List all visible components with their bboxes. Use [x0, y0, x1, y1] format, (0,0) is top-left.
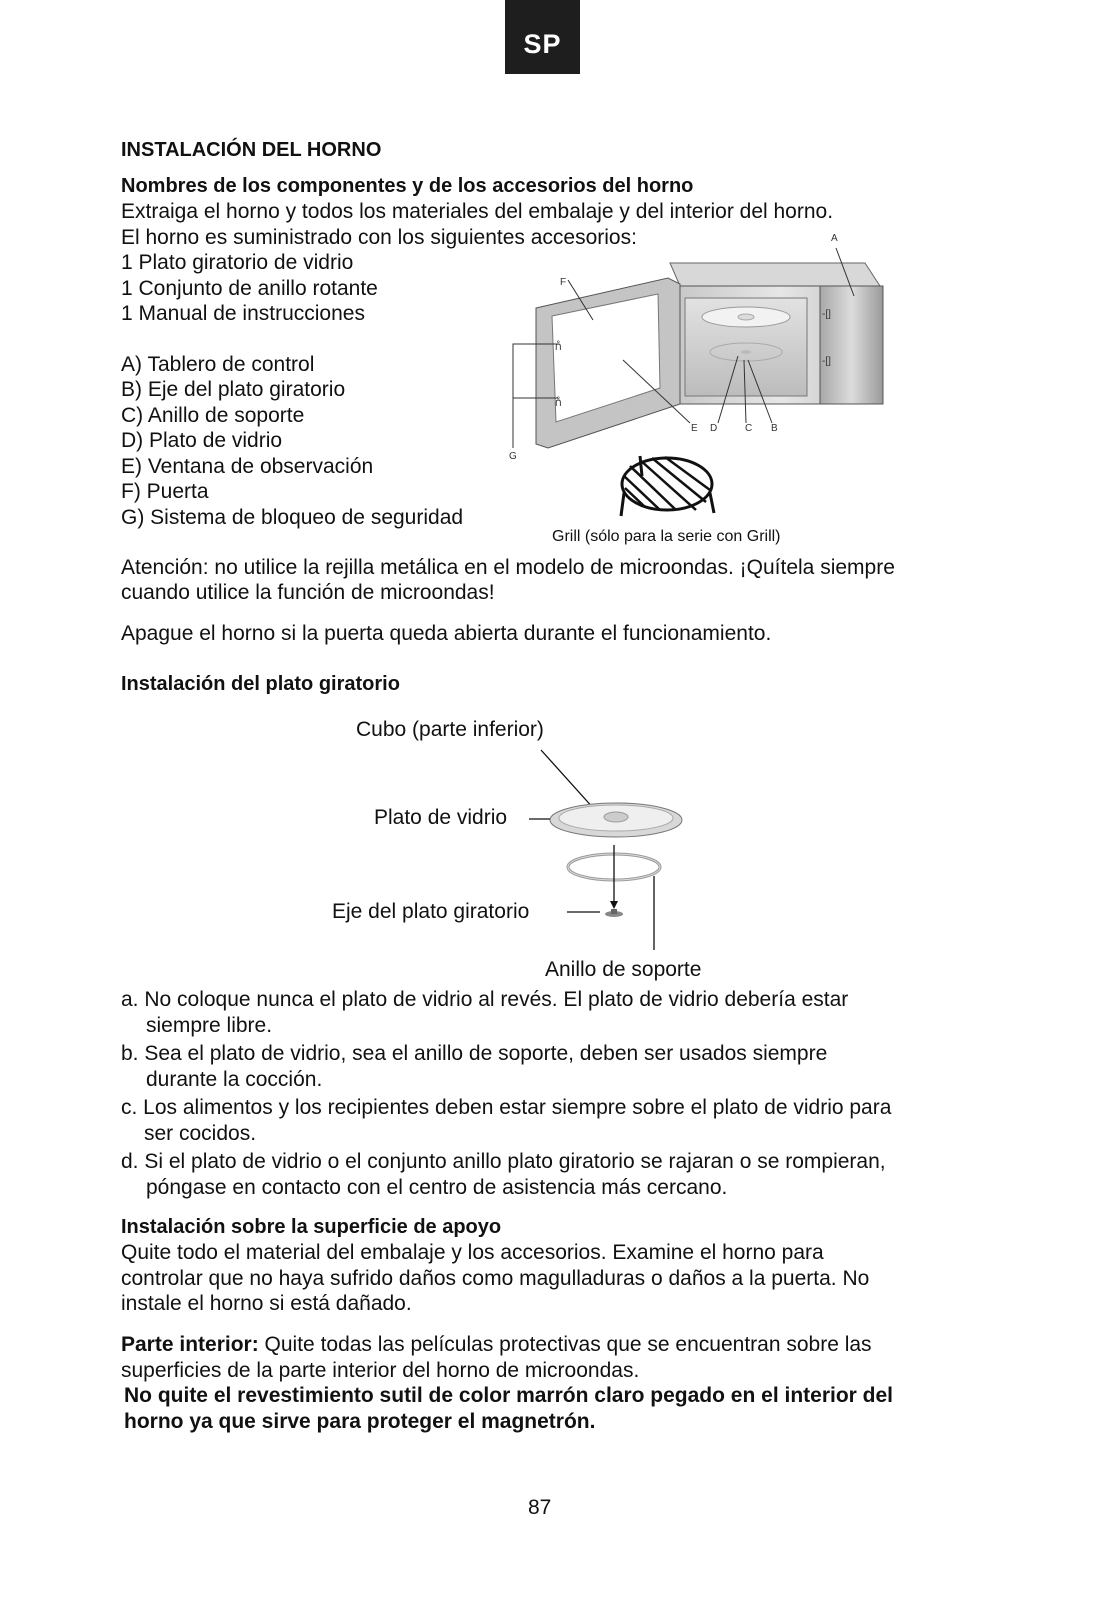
surface-title: Instalación sobre la superficie de apoyo [121, 1216, 502, 1238]
interior-label: Parte interior: [121, 1333, 259, 1356]
magnetron-warning: horno ya que sirve para proteger el magnetrón. [124, 1410, 596, 1433]
list-item: d. Si el plato de vidrio o el conjunto anillo plato giratorio se rajaran o se rompieran, póngase en contacto con el centro de asistencia más cercano. [121, 1150, 886, 1199]
component-item: D) Plato de vidrio [121, 429, 283, 452]
label-a: A [831, 233, 838, 244]
intro-line: El horno es suministrado con los siguientes accesorios: [121, 226, 637, 249]
accessory-item: 1 Conjunto de anillo rotante [121, 277, 378, 300]
label-f: F [560, 277, 567, 288]
page-number: 87 [528, 1496, 552, 1519]
glass-tray-label: Plato de vidrio [374, 806, 508, 829]
shaft-icon [605, 909, 623, 917]
microwave-diagram [500, 228, 900, 518]
component-item: A) Tablero de control [121, 353, 315, 376]
list-item: a. No coloque nunca el plato de vidrio al revés. El plato de vidrio debería estar siempre libre. [121, 988, 849, 1037]
grill-caption: Grill (sólo para la serie con Grill) [552, 528, 781, 545]
label-c: C [745, 423, 753, 434]
accessory-item: 1 Plato giratorio de vidrio [121, 251, 354, 274]
svg-text:ᑍ: ᑍ [555, 342, 562, 352]
warning-line: cuando utilice la función de microondas! [121, 581, 495, 604]
door-note: Apague el horno si la puerta queda abierta durante el funcionamiento. [121, 622, 772, 645]
surface-line: Quite todo el material del embalaje y los accesorios. Examine el horno para [121, 1241, 824, 1264]
component-item: E) Ventana de observación [121, 455, 374, 478]
list-item: b. Sea el plato de vidrio, sea el anillo de soporte, deben ser usados siempre durante la cocción. [121, 1042, 828, 1091]
component-item: C) Anillo de soporte [121, 404, 305, 427]
surface-line: instale el horno si está dañado. [121, 1292, 412, 1315]
section-title: INSTALACIÓN DEL HORNO [121, 139, 382, 161]
surface-line: controlar que no haya sufrido daños como magulladuras o daños a la puerta. No [121, 1267, 870, 1290]
glass-tray-icon [550, 803, 682, 837]
list-item: c. Los alimentos y los recipientes deben estar siempre sobre el plato de vidrio para ser cocidos. [121, 1096, 892, 1145]
component-item: G) Sistema de bloqueo de seguridad [121, 506, 464, 529]
shaft-label: Eje del plato giratorio [332, 900, 530, 923]
svg-text:-[]: -[] [822, 356, 831, 367]
turntable-title: Instalación del plato giratorio [121, 673, 400, 695]
interior-paragraph: Parte interior: Quite todas las películas protectivas que se encuentran sobre las [121, 1333, 872, 1356]
interior-line: superficies de la parte interior del horno de microondas. [121, 1359, 640, 1382]
control-panel-shape [820, 286, 883, 404]
component-item: F) Puerta [121, 480, 209, 503]
label-g: G [509, 451, 517, 462]
accessory-item: 1 Manual de instrucciones [121, 302, 365, 325]
language-tab: SP [505, 0, 580, 74]
intro-line: Extraiga el horno y todos los materiales del embalaje y del interior del horno. [121, 200, 834, 223]
component-item: B) Eje del plato giratorio [121, 378, 346, 401]
magnetron-warning: No quite el revestimiento sutil de color marrón claro pegado en el interior del [124, 1384, 894, 1407]
turntable-diagram [520, 745, 700, 955]
grill-rack-icon [621, 456, 714, 516]
label-b: B [771, 423, 778, 434]
svg-text:-[]: -[] [822, 309, 831, 320]
ring-label: Anillo de soporte [545, 958, 702, 981]
hub-label: Cubo (parte inferior) [356, 718, 544, 741]
warning-line: Atención: no utilice la rejilla metálica en el modelo de microondas. ¡Quítela siempre [121, 556, 895, 579]
svg-text:ᑍ: ᑍ [555, 398, 562, 408]
components-subtitle: Nombres de los componentes y de los accesorios del horno [121, 175, 694, 197]
label-d: D [710, 423, 718, 434]
label-e: E [691, 423, 698, 434]
